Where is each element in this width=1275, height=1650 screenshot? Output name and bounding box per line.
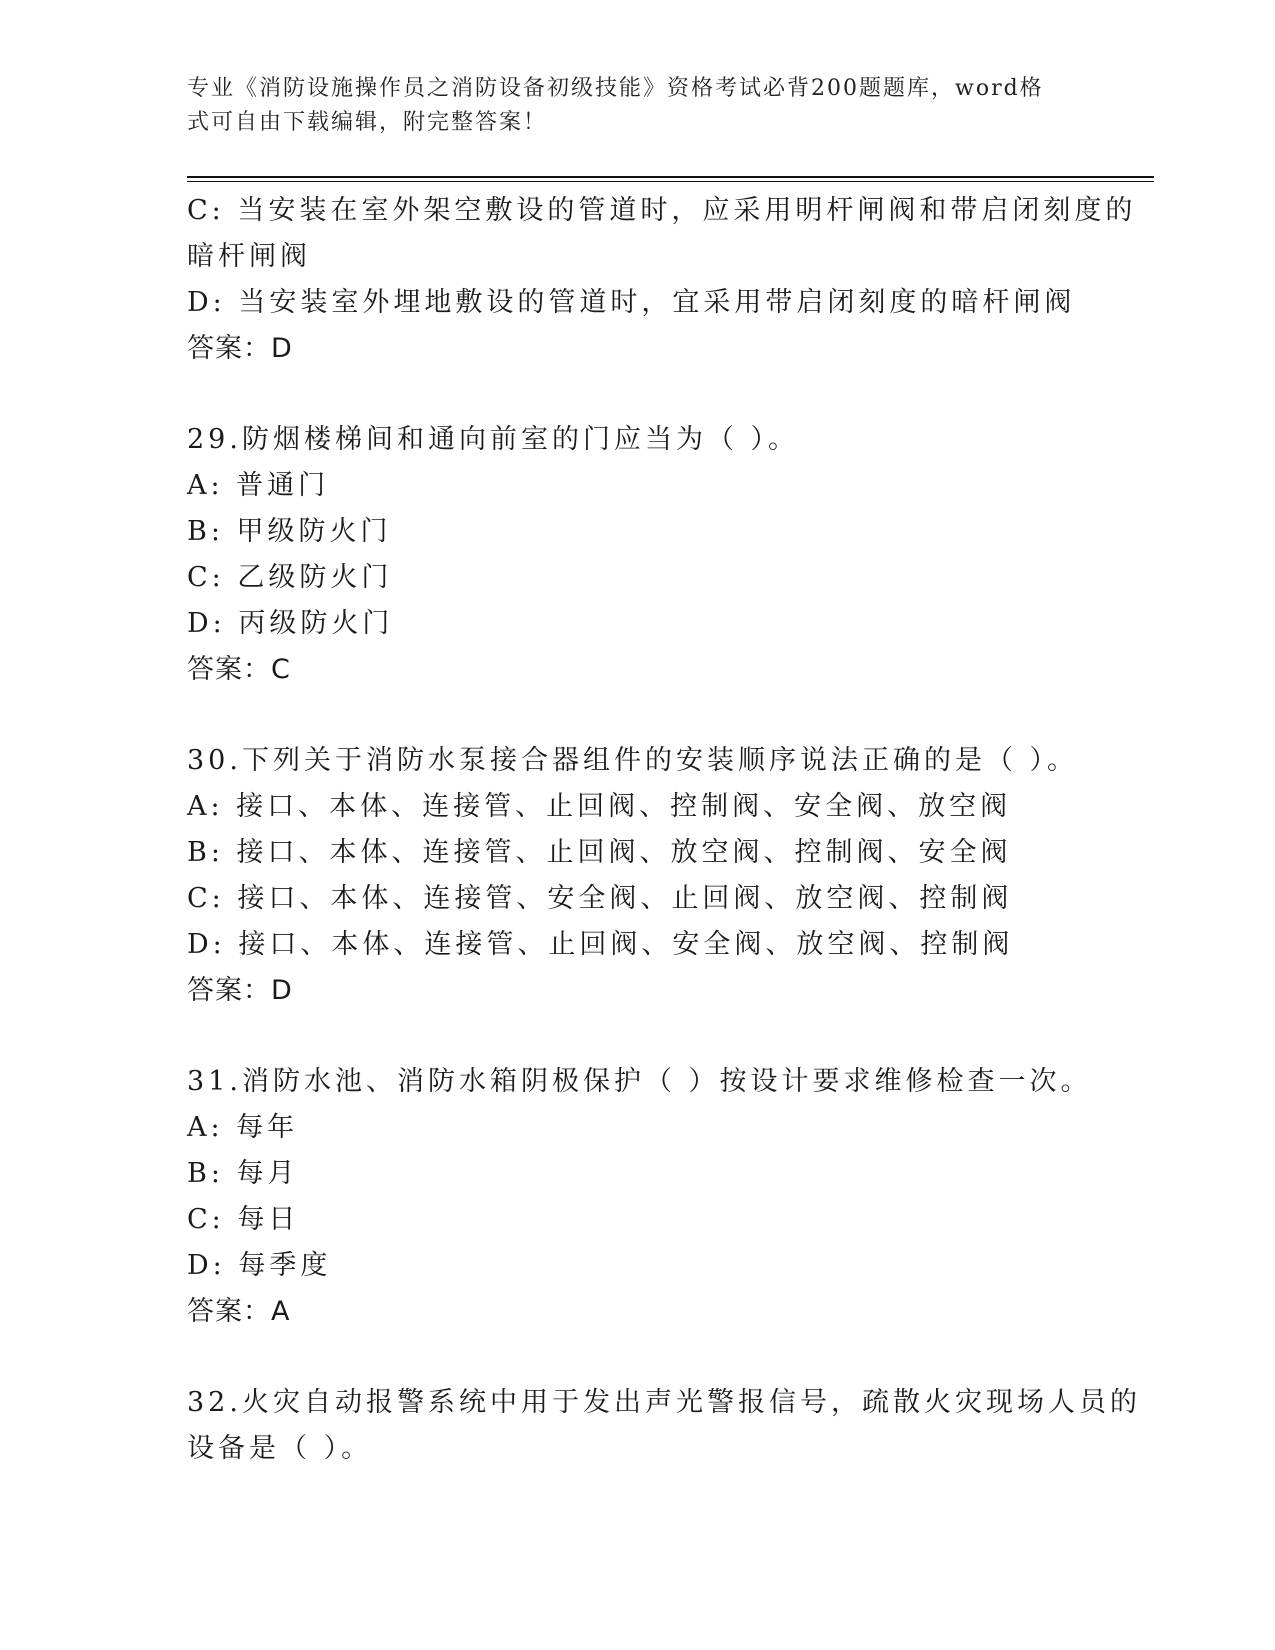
page-header xyxy=(187,72,1067,140)
option-b: B: 每月 xyxy=(187,1158,299,1189)
spacer xyxy=(187,372,1087,417)
option-c: C: 乙级防火门 xyxy=(187,562,393,593)
option-b: B: 接口、本体、连接管、止回阀、放空阀、控制阀、安全阀 xyxy=(187,837,1012,868)
option-c-line-2: 暗杆闸阀 xyxy=(187,241,311,272)
option-d: D: 每季度 xyxy=(187,1250,332,1281)
option-a: A: 接口、本体、连接管、止回阀、控制阀、安全阀、放空阀 xyxy=(187,791,1012,822)
header-line-2: 式可自由下载编辑，附完整答案！ xyxy=(187,110,548,135)
header-rule-thin xyxy=(187,181,1154,182)
question-content xyxy=(187,188,1141,1472)
option-c: C: 接口、本体、连接管、安全阀、止回阀、放空阀、控制阀 xyxy=(187,883,1013,914)
option-a: A: 普通门 xyxy=(187,470,330,501)
option-c: C: 每日 xyxy=(187,1204,300,1235)
question-31 xyxy=(187,1059,1092,1335)
option-d: D: 接口、本体、连接管、止回阀、安全阀、放空阀、控制阀 xyxy=(187,929,1014,960)
answer: 答案：D xyxy=(187,975,293,1006)
option-a: A: 每年 xyxy=(187,1112,299,1143)
question-29 xyxy=(187,417,1087,693)
spacer xyxy=(187,1014,1087,1059)
option-d: D: 当安装室外埋地敷设的管道时，宜采用带启闭刻度的暗杆闸阀 xyxy=(187,287,1076,318)
option-b: B: 甲级防火门 xyxy=(187,516,392,547)
spacer xyxy=(187,693,1087,738)
answer: 答案：D xyxy=(187,333,293,364)
question-32 xyxy=(187,1380,1141,1472)
answer: 答案：C xyxy=(187,654,291,685)
question-stem: 31.消防水池、消防水箱阴极保护（ ）按设计要求维修检查一次。 xyxy=(187,1066,1092,1097)
spacer xyxy=(187,1335,1087,1380)
question-stem-line-2: 设备是（ ）。 xyxy=(187,1433,373,1464)
header-rule-thick xyxy=(187,176,1154,178)
header-line-1: 专业《消防设施操作员之消防设备初级技能》资格考试必背200题题库，word格 xyxy=(187,76,1044,101)
answer: 答案：A xyxy=(187,1296,291,1327)
option-d: D: 丙级防火门 xyxy=(187,608,394,639)
question-stem: 30.下列关于消防水泵接合器组件的安装顺序说法正确的是（ ）。 xyxy=(187,745,1079,776)
question-28-continued xyxy=(187,188,1137,372)
question-stem-line-1: 32.火灾自动报警系统中用于发出声光警报信号，疏散火灾现场人员的 xyxy=(187,1387,1141,1418)
question-30 xyxy=(187,738,1087,1014)
option-c-line-1: C: 当安装在室外架空敷设的管道时，应采用明杆闸阀和带启闭刻度的 xyxy=(187,195,1137,226)
question-stem: 29.防烟楼梯间和通向前室的门应当为（ ）。 xyxy=(187,424,800,455)
